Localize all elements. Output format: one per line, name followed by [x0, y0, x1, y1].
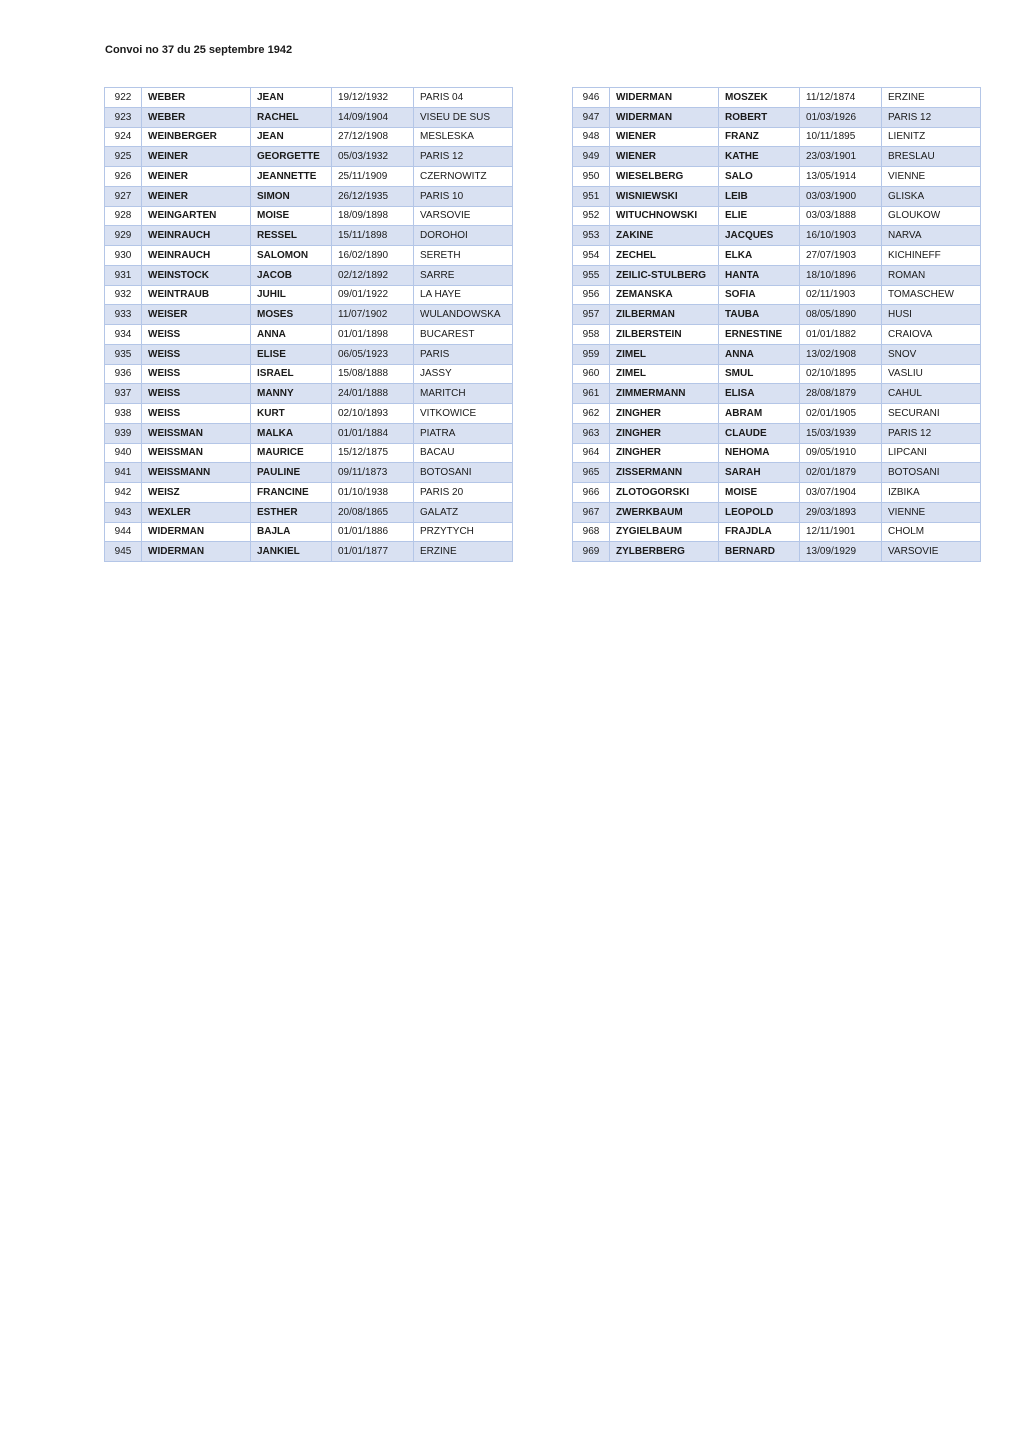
last-name-cell: ZINGHER: [610, 404, 719, 424]
birth-date-cell: 15/11/1898: [332, 226, 414, 246]
row-number-cell: 964: [573, 443, 610, 463]
birth-place-cell: CRAIOVA: [882, 325, 981, 345]
table-row: [105, 344, 513, 364]
row-number-cell: 939: [105, 423, 142, 443]
birth-place-cell: TOMASCHEW: [882, 285, 981, 305]
birth-place-cell: PRZYTYCH: [414, 522, 513, 542]
row-number-cell: 954: [573, 246, 610, 266]
birth-place-cell: MESLESKA: [414, 127, 513, 147]
birth-date-cell: 11/12/1874: [800, 88, 882, 108]
table-row: [105, 186, 513, 206]
table-row: [105, 364, 513, 384]
birth-date-cell: 05/03/1932: [332, 147, 414, 167]
table-row: [105, 384, 513, 404]
table-row: [573, 88, 981, 108]
birth-place-cell: VIENNE: [882, 502, 981, 522]
last-name-cell: ZWERKBAUM: [610, 502, 719, 522]
birth-place-cell: VITKOWICE: [414, 404, 513, 424]
table-row: [105, 88, 513, 108]
birth-date-cell: 28/08/1879: [800, 384, 882, 404]
table-row: [573, 127, 981, 147]
first-name-cell: TAUBA: [719, 305, 800, 325]
birth-place-cell: VARSOVIE: [414, 206, 513, 226]
row-number-cell: 956: [573, 285, 610, 305]
first-name-cell: SALOMON: [251, 246, 332, 266]
row-number-cell: 936: [105, 364, 142, 384]
table-row: [573, 107, 981, 127]
table-row: [573, 443, 981, 463]
birth-place-cell: PARIS 12: [414, 147, 513, 167]
page-title: Convoi no 37 du 25 septembre 1942: [105, 44, 293, 56]
last-name-cell: WEINBERGER: [142, 127, 251, 147]
row-number-cell: 951: [573, 186, 610, 206]
first-name-cell: FRAJDLA: [719, 522, 800, 542]
last-name-cell: ZEMANSKA: [610, 285, 719, 305]
row-number-cell: 966: [573, 483, 610, 503]
deportee-table-left: [104, 87, 513, 562]
last-name-cell: ZILBERSTEIN: [610, 325, 719, 345]
last-name-cell: ZIMEL: [610, 344, 719, 364]
birth-place-cell: LA HAYE: [414, 285, 513, 305]
row-number-cell: 940: [105, 443, 142, 463]
birth-date-cell: 27/07/1903: [800, 246, 882, 266]
table-row: [105, 463, 513, 483]
first-name-cell: NEHOMA: [719, 443, 800, 463]
first-name-cell: JEAN: [251, 88, 332, 108]
birth-place-cell: BOTOSANI: [414, 463, 513, 483]
birth-date-cell: 12/11/1901: [800, 522, 882, 542]
birth-place-cell: PIATRA: [414, 423, 513, 443]
last-name-cell: WEXLER: [142, 502, 251, 522]
table-row: [573, 463, 981, 483]
birth-date-cell: 15/08/1888: [332, 364, 414, 384]
table-row: [573, 483, 981, 503]
birth-date-cell: 18/09/1898: [332, 206, 414, 226]
row-number-cell: 950: [573, 167, 610, 187]
first-name-cell: JACOB: [251, 265, 332, 285]
row-number-cell: 931: [105, 265, 142, 285]
table-row: [105, 167, 513, 187]
last-name-cell: ZYLBERBERG: [610, 542, 719, 562]
first-name-cell: CLAUDE: [719, 423, 800, 443]
last-name-cell: WEINER: [142, 167, 251, 187]
birth-place-cell: BACAU: [414, 443, 513, 463]
row-number-cell: 938: [105, 404, 142, 424]
first-name-cell: SIMON: [251, 186, 332, 206]
birth-date-cell: 13/05/1914: [800, 167, 882, 187]
first-name-cell: ANNA: [251, 325, 332, 345]
row-number-cell: 925: [105, 147, 142, 167]
row-number-cell: 969: [573, 542, 610, 562]
last-name-cell: WITUCHNOWSKI: [610, 206, 719, 226]
last-name-cell: WIDERMAN: [610, 88, 719, 108]
birth-date-cell: 02/10/1893: [332, 404, 414, 424]
first-name-cell: MOSES: [251, 305, 332, 325]
last-name-cell: WIENER: [610, 147, 719, 167]
table-row: [573, 167, 981, 187]
last-name-cell: ZLOTOGORSKI: [610, 483, 719, 503]
last-name-cell: WEISS: [142, 404, 251, 424]
table-row: [573, 502, 981, 522]
first-name-cell: ISRAEL: [251, 364, 332, 384]
birth-date-cell: 10/11/1895: [800, 127, 882, 147]
row-number-cell: 959: [573, 344, 610, 364]
row-number-cell: 958: [573, 325, 610, 345]
birth-place-cell: GLISKA: [882, 186, 981, 206]
first-name-cell: KATHE: [719, 147, 800, 167]
last-name-cell: ZIMEL: [610, 364, 719, 384]
last-name-cell: WEISS: [142, 364, 251, 384]
last-name-cell: WEINGARTEN: [142, 206, 251, 226]
birth-date-cell: 01/01/1877: [332, 542, 414, 562]
first-name-cell: FRANZ: [719, 127, 800, 147]
first-name-cell: GEORGETTE: [251, 147, 332, 167]
last-name-cell: WEBER: [142, 88, 251, 108]
birth-place-cell: CHOLM: [882, 522, 981, 542]
birth-date-cell: 01/01/1886: [332, 522, 414, 542]
deportee-table-right: [572, 87, 981, 562]
birth-place-cell: NARVA: [882, 226, 981, 246]
row-number-cell: 926: [105, 167, 142, 187]
birth-place-cell: VARSOVIE: [882, 542, 981, 562]
table-row: [105, 443, 513, 463]
row-number-cell: 963: [573, 423, 610, 443]
row-number-cell: 965: [573, 463, 610, 483]
first-name-cell: JACQUES: [719, 226, 800, 246]
birth-date-cell: 14/09/1904: [332, 107, 414, 127]
last-name-cell: WEISZ: [142, 483, 251, 503]
row-number-cell: 932: [105, 285, 142, 305]
last-name-cell: WEINER: [142, 186, 251, 206]
birth-place-cell: PARIS: [414, 344, 513, 364]
birth-date-cell: 23/03/1901: [800, 147, 882, 167]
birth-date-cell: 09/11/1873: [332, 463, 414, 483]
birth-place-cell: MARITCH: [414, 384, 513, 404]
last-name-cell: WEISSMAN: [142, 443, 251, 463]
first-name-cell: JEAN: [251, 127, 332, 147]
first-name-cell: ERNESTINE: [719, 325, 800, 345]
table-row: [573, 305, 981, 325]
last-name-cell: WEINSTOCK: [142, 265, 251, 285]
birth-place-cell: BOTOSANI: [882, 463, 981, 483]
last-name-cell: WIESELBERG: [610, 167, 719, 187]
table-row: [573, 246, 981, 266]
first-name-cell: ABRAM: [719, 404, 800, 424]
birth-place-cell: HUSI: [882, 305, 981, 325]
table-row: [573, 186, 981, 206]
birth-place-cell: PARIS 20: [414, 483, 513, 503]
row-number-cell: 927: [105, 186, 142, 206]
birth-date-cell: 01/10/1938: [332, 483, 414, 503]
row-number-cell: 935: [105, 344, 142, 364]
first-name-cell: MALKA: [251, 423, 332, 443]
birth-place-cell: PARIS 12: [882, 423, 981, 443]
birth-date-cell: 03/03/1900: [800, 186, 882, 206]
birth-date-cell: 03/03/1888: [800, 206, 882, 226]
row-number-cell: 937: [105, 384, 142, 404]
birth-date-cell: 15/03/1939: [800, 423, 882, 443]
table-row: [573, 542, 981, 562]
birth-date-cell: 03/07/1904: [800, 483, 882, 503]
first-name-cell: ELIE: [719, 206, 800, 226]
birth-date-cell: 29/03/1893: [800, 502, 882, 522]
birth-place-cell: ERZINE: [882, 88, 981, 108]
row-number-cell: 933: [105, 305, 142, 325]
birth-date-cell: 01/01/1898: [332, 325, 414, 345]
table-row: [105, 285, 513, 305]
last-name-cell: WEISS: [142, 344, 251, 364]
table-row: [105, 325, 513, 345]
row-number-cell: 961: [573, 384, 610, 404]
table-row: [573, 226, 981, 246]
birth-date-cell: 13/09/1929: [800, 542, 882, 562]
birth-place-cell: WULANDOWSKA: [414, 305, 513, 325]
first-name-cell: MAURICE: [251, 443, 332, 463]
first-name-cell: BAJLA: [251, 522, 332, 542]
table-row: [573, 423, 981, 443]
last-name-cell: WEINER: [142, 147, 251, 167]
first-name-cell: ESTHER: [251, 502, 332, 522]
first-name-cell: RACHEL: [251, 107, 332, 127]
table-row: [105, 305, 513, 325]
birth-date-cell: 20/08/1865: [332, 502, 414, 522]
table-row: [573, 344, 981, 364]
last-name-cell: WIDERMAN: [142, 542, 251, 562]
birth-date-cell: 24/01/1888: [332, 384, 414, 404]
birth-date-cell: 15/12/1875: [332, 443, 414, 463]
birth-date-cell: 18/10/1896: [800, 265, 882, 285]
last-name-cell: ZECHEL: [610, 246, 719, 266]
first-name-cell: PAULINE: [251, 463, 332, 483]
table-row: [573, 325, 981, 345]
birth-place-cell: GALATZ: [414, 502, 513, 522]
row-number-cell: 928: [105, 206, 142, 226]
last-name-cell: WIDERMAN: [142, 522, 251, 542]
birth-date-cell: 02/11/1903: [800, 285, 882, 305]
first-name-cell: JANKIEL: [251, 542, 332, 562]
row-number-cell: 947: [573, 107, 610, 127]
row-number-cell: 930: [105, 246, 142, 266]
birth-date-cell: 09/01/1922: [332, 285, 414, 305]
birth-place-cell: ERZINE: [414, 542, 513, 562]
table-row: [573, 265, 981, 285]
birth-place-cell: SARRE: [414, 265, 513, 285]
table-row: [105, 423, 513, 443]
last-name-cell: ZIMMERMANN: [610, 384, 719, 404]
first-name-cell: SMUL: [719, 364, 800, 384]
first-name-cell: ELKA: [719, 246, 800, 266]
birth-place-cell: LIENITZ: [882, 127, 981, 147]
table-row: [573, 404, 981, 424]
row-number-cell: 955: [573, 265, 610, 285]
first-name-cell: ROBERT: [719, 107, 800, 127]
row-number-cell: 948: [573, 127, 610, 147]
table-row: [105, 522, 513, 542]
table-row: [105, 483, 513, 503]
first-name-cell: SOFIA: [719, 285, 800, 305]
table-row: [573, 384, 981, 404]
birth-place-cell: VASLIU: [882, 364, 981, 384]
last-name-cell: WEISS: [142, 384, 251, 404]
table-row: [573, 147, 981, 167]
birth-place-cell: IZBIKA: [882, 483, 981, 503]
row-number-cell: 957: [573, 305, 610, 325]
first-name-cell: SALO: [719, 167, 800, 187]
birth-place-cell: VIENNE: [882, 167, 981, 187]
row-number-cell: 922: [105, 88, 142, 108]
table-row: [105, 265, 513, 285]
birth-place-cell: CAHUL: [882, 384, 981, 404]
birth-date-cell: 02/01/1879: [800, 463, 882, 483]
birth-date-cell: 16/10/1903: [800, 226, 882, 246]
first-name-cell: MOISE: [251, 206, 332, 226]
table-row: [105, 226, 513, 246]
last-name-cell: WISNIEWSKI: [610, 186, 719, 206]
last-name-cell: ZYGIELBAUM: [610, 522, 719, 542]
first-name-cell: SARAH: [719, 463, 800, 483]
birth-date-cell: 27/12/1908: [332, 127, 414, 147]
birth-place-cell: SECURANI: [882, 404, 981, 424]
birth-date-cell: 25/11/1909: [332, 167, 414, 187]
last-name-cell: WEISSMANN: [142, 463, 251, 483]
last-name-cell: WEINTRAUB: [142, 285, 251, 305]
last-name-cell: ZINGHER: [610, 423, 719, 443]
first-name-cell: FRANCINE: [251, 483, 332, 503]
table-row: [105, 542, 513, 562]
table-row: [573, 522, 981, 542]
last-name-cell: ZINGHER: [610, 443, 719, 463]
birth-date-cell: 01/01/1884: [332, 423, 414, 443]
birth-date-cell: 13/02/1908: [800, 344, 882, 364]
last-name-cell: WEINRAUCH: [142, 246, 251, 266]
row-number-cell: 962: [573, 404, 610, 424]
table-row: [105, 246, 513, 266]
table-row: [573, 206, 981, 226]
table-row: [105, 107, 513, 127]
birth-date-cell: 02/12/1892: [332, 265, 414, 285]
birth-place-cell: LIPCANI: [882, 443, 981, 463]
birth-place-cell: KICHINEFF: [882, 246, 981, 266]
birth-place-cell: PARIS 04: [414, 88, 513, 108]
first-name-cell: MANNY: [251, 384, 332, 404]
birth-place-cell: CZERNOWITZ: [414, 167, 513, 187]
last-name-cell: WIENER: [610, 127, 719, 147]
row-number-cell: 924: [105, 127, 142, 147]
birth-date-cell: 26/12/1935: [332, 186, 414, 206]
birth-date-cell: 16/02/1890: [332, 246, 414, 266]
first-name-cell: ELISA: [719, 384, 800, 404]
row-number-cell: 934: [105, 325, 142, 345]
row-number-cell: 943: [105, 502, 142, 522]
birth-date-cell: 01/01/1882: [800, 325, 882, 345]
row-number-cell: 946: [573, 88, 610, 108]
row-number-cell: 952: [573, 206, 610, 226]
row-number-cell: 960: [573, 364, 610, 384]
birth-place-cell: DOROHOI: [414, 226, 513, 246]
birth-place-cell: SERETH: [414, 246, 513, 266]
last-name-cell: ZEILIC-STULBERG: [610, 265, 719, 285]
first-name-cell: LEIB: [719, 186, 800, 206]
birth-date-cell: 01/03/1926: [800, 107, 882, 127]
birth-place-cell: VISEU DE SUS: [414, 107, 513, 127]
first-name-cell: MOSZEK: [719, 88, 800, 108]
last-name-cell: WIDERMAN: [610, 107, 719, 127]
birth-place-cell: BUCAREST: [414, 325, 513, 345]
birth-date-cell: 08/05/1890: [800, 305, 882, 325]
first-name-cell: JUHIL: [251, 285, 332, 305]
row-number-cell: 967: [573, 502, 610, 522]
birth-date-cell: 19/12/1932: [332, 88, 414, 108]
first-name-cell: LEOPOLD: [719, 502, 800, 522]
last-name-cell: WEISS: [142, 325, 251, 345]
row-number-cell: 923: [105, 107, 142, 127]
last-name-cell: WEBER: [142, 107, 251, 127]
birth-place-cell: PARIS 10: [414, 186, 513, 206]
birth-date-cell: 02/01/1905: [800, 404, 882, 424]
last-name-cell: WEISSMAN: [142, 423, 251, 443]
last-name-cell: ZILBERMAN: [610, 305, 719, 325]
row-number-cell: 968: [573, 522, 610, 542]
first-name-cell: RESSEL: [251, 226, 332, 246]
birth-date-cell: 09/05/1910: [800, 443, 882, 463]
last-name-cell: WEINRAUCH: [142, 226, 251, 246]
row-number-cell: 945: [105, 542, 142, 562]
birth-place-cell: GLOUKOW: [882, 206, 981, 226]
first-name-cell: HANTA: [719, 265, 800, 285]
row-number-cell: 949: [573, 147, 610, 167]
row-number-cell: 929: [105, 226, 142, 246]
row-number-cell: 941: [105, 463, 142, 483]
row-number-cell: 953: [573, 226, 610, 246]
row-number-cell: 942: [105, 483, 142, 503]
first-name-cell: ANNA: [719, 344, 800, 364]
first-name-cell: BERNARD: [719, 542, 800, 562]
table-row: [105, 206, 513, 226]
table-row: [573, 364, 981, 384]
table-row: [105, 147, 513, 167]
last-name-cell: ZISSERMANN: [610, 463, 719, 483]
first-name-cell: KURT: [251, 404, 332, 424]
birth-place-cell: ROMAN: [882, 265, 981, 285]
last-name-cell: WEISER: [142, 305, 251, 325]
table-row: [573, 285, 981, 305]
last-name-cell: ZAKINE: [610, 226, 719, 246]
birth-date-cell: 02/10/1895: [800, 364, 882, 384]
birth-place-cell: BRESLAU: [882, 147, 981, 167]
birth-place-cell: JASSY: [414, 364, 513, 384]
row-number-cell: 944: [105, 522, 142, 542]
table-row: [105, 127, 513, 147]
first-name-cell: MOISE: [719, 483, 800, 503]
table-row: [105, 502, 513, 522]
birth-place-cell: SNOV: [882, 344, 981, 364]
first-name-cell: JEANNETTE: [251, 167, 332, 187]
birth-place-cell: PARIS 12: [882, 107, 981, 127]
birth-date-cell: 11/07/1902: [332, 305, 414, 325]
birth-date-cell: 06/05/1923: [332, 344, 414, 364]
first-name-cell: ELISE: [251, 344, 332, 364]
table-row: [105, 404, 513, 424]
